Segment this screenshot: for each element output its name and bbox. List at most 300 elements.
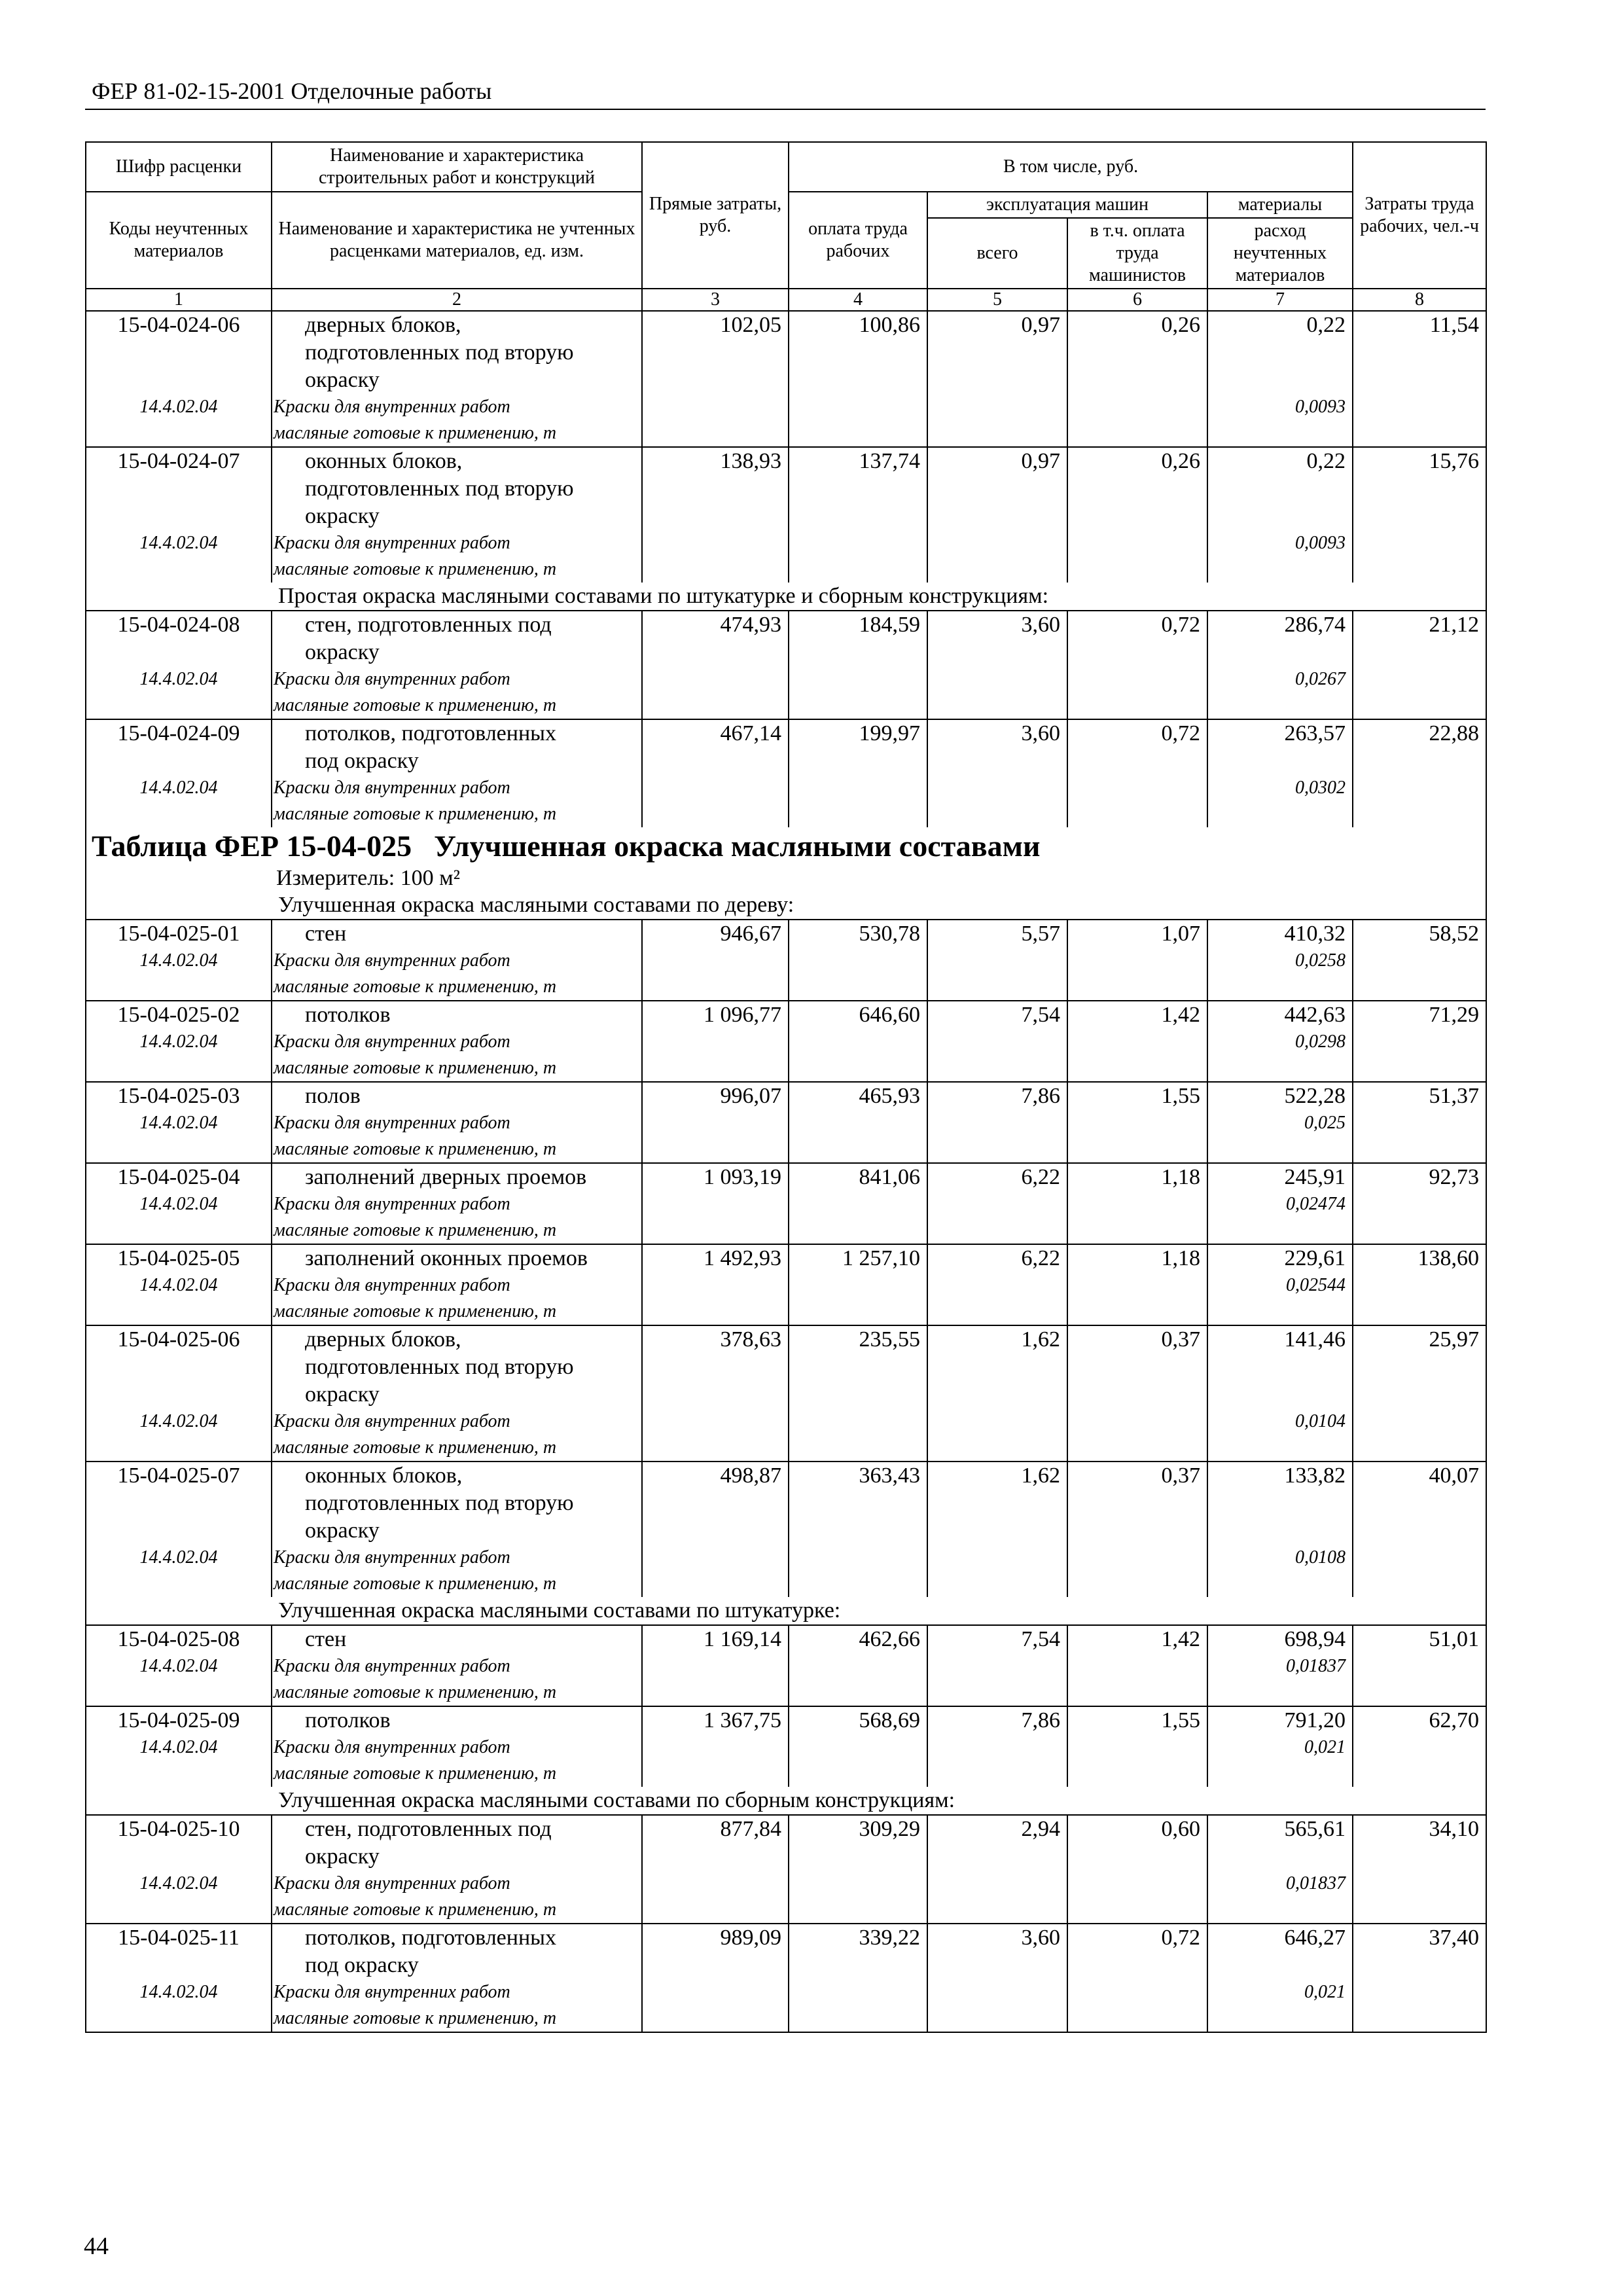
machine-cost-cell bbox=[927, 1001, 1067, 1082]
work-name-cell bbox=[272, 611, 642, 719]
labor-hours-cell bbox=[1353, 1625, 1486, 1706]
machine-cost-cell bbox=[927, 1815, 1067, 1924]
material-consumption: 0,0093 bbox=[1295, 397, 1346, 417]
labor-cost-cell bbox=[789, 1082, 927, 1163]
direct-cost: 474,93 bbox=[720, 613, 781, 637]
work-name-line: стен bbox=[305, 922, 347, 946]
materials-cost: 410,32 bbox=[1284, 922, 1346, 946]
column-number: 3 bbox=[642, 289, 789, 311]
head-name: Наименование и характеристика строительных работ и конструкций bbox=[272, 142, 642, 192]
direct-cost-cell bbox=[642, 1924, 789, 2032]
labor-hours-cell bbox=[1353, 719, 1486, 827]
machinist-labor-cell bbox=[1067, 1001, 1207, 1082]
labor-hours-cell bbox=[1353, 611, 1486, 719]
labor-hours-cell bbox=[1353, 920, 1486, 1001]
work-name-cell bbox=[272, 1001, 642, 1082]
table-row bbox=[86, 611, 1486, 719]
material-unit: масляные готовые к применению, т bbox=[274, 559, 557, 579]
machinist-labor-cell bbox=[1067, 719, 1207, 827]
material-consumption: 0,0267 bbox=[1295, 669, 1346, 689]
labor-cost-cell bbox=[789, 1001, 927, 1082]
labor-cost-cell bbox=[789, 920, 927, 1001]
material-unit: масляные готовые к применению, т bbox=[274, 2008, 557, 2028]
rate-code-cell bbox=[86, 1815, 272, 1924]
work-name-cell bbox=[272, 1815, 642, 1924]
labor-cost: 309,29 bbox=[859, 1817, 920, 1841]
direct-cost: 498,87 bbox=[720, 1463, 781, 1488]
direct-cost: 1 169,14 bbox=[704, 1627, 781, 1651]
labor-hours-cell bbox=[1353, 447, 1486, 583]
table-row bbox=[86, 1706, 1486, 1787]
rate-code-cell bbox=[86, 719, 272, 827]
work-name-cell bbox=[272, 1244, 642, 1325]
work-name-line: потолков, подготовленных bbox=[305, 1926, 556, 1950]
labor-cost: 235,55 bbox=[859, 1327, 920, 1352]
machine-cost: 0,97 bbox=[1021, 313, 1060, 337]
work-name-line: полов bbox=[305, 1084, 361, 1108]
direct-cost-cell bbox=[642, 311, 789, 447]
rate-code: 15-04-025-07 bbox=[117, 1463, 240, 1488]
materials-cost-cell bbox=[1207, 920, 1353, 1001]
meter-line bbox=[92, 865, 1479, 891]
table-row bbox=[86, 920, 1486, 1001]
material-name: Краски для внутренних работ bbox=[274, 950, 510, 971]
machinist-labor-cell bbox=[1067, 1163, 1207, 1244]
material-consumption: 0,01837 bbox=[1286, 1656, 1346, 1676]
rate-code: 15-04-025-03 bbox=[117, 1084, 240, 1108]
material-consumption: 0,021 bbox=[1304, 1737, 1346, 1757]
head-code: Шифр расценки bbox=[86, 142, 272, 192]
materials-cost: 133,82 bbox=[1284, 1463, 1346, 1488]
material-consumption: 0,025 bbox=[1304, 1113, 1346, 1133]
work-name-line: потолков bbox=[305, 1003, 391, 1027]
labor-cost: 530,78 bbox=[859, 922, 920, 946]
machine-cost-cell bbox=[927, 1625, 1067, 1706]
material-consumption: 0,0093 bbox=[1295, 533, 1346, 553]
labor-hours-cell bbox=[1353, 1462, 1486, 1597]
direct-cost-cell bbox=[642, 1244, 789, 1325]
materials-cost: 229,61 bbox=[1284, 1246, 1346, 1270]
material-unit: масляные готовые к применению, т bbox=[274, 1058, 557, 1078]
material-name: Краски для внутренних работ bbox=[274, 533, 510, 553]
direct-cost-cell bbox=[642, 1082, 789, 1163]
rate-code-cell bbox=[86, 1163, 272, 1244]
labor-hours: 62,70 bbox=[1429, 1708, 1480, 1732]
materials-cost: 286,74 bbox=[1284, 613, 1346, 637]
table-body bbox=[86, 311, 1486, 2032]
machine-cost-cell bbox=[927, 1924, 1067, 2032]
labor-cost: 465,93 bbox=[859, 1084, 920, 1108]
material-consumption: 0,0104 bbox=[1295, 1411, 1346, 1431]
direct-cost-cell bbox=[642, 920, 789, 1001]
labor-hours: 92,73 bbox=[1429, 1165, 1480, 1189]
material-unit: масляные готовые к применению, т bbox=[274, 1220, 557, 1240]
table-number: Таблица ФЕР 15-04-025 bbox=[92, 829, 412, 863]
machinist-labor-cell bbox=[1067, 1462, 1207, 1597]
work-name-line: стен, подготовленных под bbox=[305, 1817, 552, 1841]
machine-cost-cell bbox=[927, 1706, 1067, 1787]
labor-cost: 1 257,10 bbox=[842, 1246, 920, 1270]
materials-cost-cell bbox=[1207, 1082, 1353, 1163]
material-unit: масляные готовые к применению, т bbox=[274, 423, 557, 443]
machine-cost: 5,57 bbox=[1021, 922, 1060, 946]
column-numbers bbox=[86, 289, 1486, 311]
machinist-labor-cell bbox=[1067, 311, 1207, 447]
material-code: 14.4.02.04 bbox=[139, 778, 218, 798]
machinist-labor: 1,18 bbox=[1161, 1246, 1200, 1270]
materials-cost-cell bbox=[1207, 1625, 1353, 1706]
rate-code: 15-04-025-11 bbox=[118, 1926, 240, 1950]
work-name-line: под окраску bbox=[305, 1953, 419, 1977]
work-name-cell bbox=[272, 1082, 642, 1163]
work-name-line: оконных блоков, bbox=[305, 449, 463, 473]
direct-cost: 1 096,77 bbox=[704, 1003, 781, 1027]
rate-code-cell bbox=[86, 311, 272, 447]
material-consumption: 0,01837 bbox=[1286, 1873, 1346, 1893]
direct-cost-cell bbox=[642, 1163, 789, 1244]
work-name-line: подготовленных под вторую bbox=[305, 476, 574, 501]
machine-cost: 7,86 bbox=[1021, 1084, 1060, 1108]
material-unit: масляные готовые к применению, т bbox=[274, 695, 557, 715]
machinist-labor-cell bbox=[1067, 1625, 1207, 1706]
material-name: Краски для внутренних работ bbox=[274, 669, 510, 689]
labor-hours: 21,12 bbox=[1429, 613, 1480, 637]
materials-cost-cell bbox=[1207, 447, 1353, 583]
labor-hours: 51,01 bbox=[1429, 1627, 1480, 1651]
table-row bbox=[86, 1163, 1486, 1244]
materials-cost: 442,63 bbox=[1284, 1003, 1346, 1027]
direct-cost-cell bbox=[642, 1815, 789, 1924]
direct-cost: 1 367,75 bbox=[704, 1708, 781, 1732]
machinist-labor: 1,42 bbox=[1161, 1003, 1200, 1027]
materials-cost-cell bbox=[1207, 719, 1353, 827]
machine-cost: 3,60 bbox=[1021, 1926, 1060, 1950]
labor-cost-cell bbox=[789, 1325, 927, 1462]
table-row bbox=[86, 1462, 1486, 1597]
material-consumption: 0,0302 bbox=[1295, 778, 1346, 798]
machinist-labor-cell bbox=[1067, 920, 1207, 1001]
labor-hours: 34,10 bbox=[1429, 1817, 1480, 1841]
machinist-labor: 0,37 bbox=[1161, 1463, 1200, 1488]
work-name-cell bbox=[272, 920, 642, 1001]
direct-cost-cell bbox=[642, 1706, 789, 1787]
rate-code: 15-04-024-06 bbox=[117, 313, 240, 337]
materials-cost: 646,27 bbox=[1284, 1926, 1346, 1950]
labor-hours: 138,60 bbox=[1418, 1246, 1480, 1270]
work-name-line: потолков, подготовленных bbox=[305, 721, 556, 745]
labor-hours: 37,40 bbox=[1429, 1926, 1480, 1950]
machinist-labor: 0,26 bbox=[1161, 313, 1200, 337]
material-name: Краски для внутренних работ bbox=[274, 1031, 510, 1052]
machinist-labor: 1,55 bbox=[1161, 1708, 1200, 1732]
rate-code-cell bbox=[86, 1924, 272, 2032]
table-row bbox=[86, 1924, 1486, 2032]
work-name-line: окраску bbox=[305, 1518, 380, 1543]
table-row bbox=[86, 311, 1486, 447]
section-row bbox=[86, 891, 1486, 920]
machine-cost-cell bbox=[927, 719, 1067, 827]
work-name-line: дверных блоков, bbox=[305, 1327, 461, 1352]
labor-hours-cell bbox=[1353, 311, 1486, 447]
material-unit: масляные готовые к применению, т bbox=[274, 1763, 557, 1784]
materials-cost: 263,57 bbox=[1284, 721, 1346, 745]
direct-cost: 1 093,19 bbox=[704, 1165, 781, 1189]
rate-code: 15-04-025-10 bbox=[117, 1817, 240, 1841]
rate-code-cell bbox=[86, 1244, 272, 1325]
machine-cost-cell bbox=[927, 920, 1067, 1001]
direct-cost: 996,07 bbox=[720, 1084, 781, 1108]
machinist-labor-cell bbox=[1067, 1924, 1207, 2032]
material-code: 14.4.02.04 bbox=[139, 1656, 218, 1676]
labor-hours-cell bbox=[1353, 1924, 1486, 2032]
material-name: Краски для внутренних работ bbox=[274, 1982, 510, 2002]
column-number: 7 bbox=[1207, 289, 1353, 311]
head-incl: В том числе, руб. bbox=[789, 142, 1353, 192]
section-spacer bbox=[86, 891, 272, 920]
materials-cost-cell bbox=[1207, 1706, 1353, 1787]
machinist-labor: 0,72 bbox=[1161, 613, 1200, 637]
material-consumption: 0,0258 bbox=[1295, 950, 1346, 971]
material-code: 14.4.02.04 bbox=[139, 533, 218, 553]
work-name-line: подготовленных под вторую bbox=[305, 1355, 574, 1379]
head-labor: оплата труда рабочих bbox=[789, 192, 927, 289]
rate-code-cell bbox=[86, 1325, 272, 1462]
rate-code-cell bbox=[86, 1082, 272, 1163]
labor-hours-cell bbox=[1353, 1244, 1486, 1325]
labor-cost: 841,06 bbox=[859, 1165, 920, 1189]
material-consumption: 0,02474 bbox=[1286, 1194, 1346, 1214]
work-name-line: оконных блоков, bbox=[305, 1463, 463, 1488]
direct-cost: 1 492,93 bbox=[704, 1246, 781, 1270]
work-name-cell bbox=[272, 719, 642, 827]
rate-code: 15-04-025-08 bbox=[117, 1627, 240, 1651]
machinist-labor-cell bbox=[1067, 447, 1207, 583]
section-title: Улучшенная окраска масляными составами по сборным конструкциям: bbox=[272, 1787, 1486, 1815]
material-unit: масляные готовые к применению, т bbox=[274, 1139, 557, 1159]
labor-cost-cell bbox=[789, 1163, 927, 1244]
material-name: Краски для внутренних работ bbox=[274, 1547, 510, 1568]
head-materials: материалы bbox=[1207, 192, 1353, 218]
material-code: 14.4.02.04 bbox=[139, 1275, 218, 1295]
machinist-labor: 0,72 bbox=[1161, 721, 1200, 745]
work-name-line: окраску bbox=[305, 368, 380, 392]
labor-cost: 199,97 bbox=[859, 721, 920, 745]
work-name-line: окраску bbox=[305, 1382, 380, 1407]
work-name-cell bbox=[272, 1706, 642, 1787]
machinist-labor: 0,60 bbox=[1161, 1817, 1200, 1841]
machinist-labor: 0,72 bbox=[1161, 1926, 1200, 1950]
material-name: Краски для внутренних работ bbox=[274, 1411, 510, 1431]
rate-code: 15-04-025-02 bbox=[117, 1003, 240, 1027]
labor-hours: 11,54 bbox=[1429, 313, 1480, 337]
material-consumption: 0,0108 bbox=[1295, 1547, 1346, 1568]
section-title: Улучшенная окраска масляными составами по дереву: bbox=[272, 891, 1486, 920]
labor-cost-cell bbox=[789, 719, 927, 827]
materials-cost: 245,91 bbox=[1284, 1165, 1346, 1189]
rate-code: 15-04-024-08 bbox=[117, 613, 240, 637]
page-number: 44 bbox=[84, 2233, 109, 2260]
machinist-labor-cell bbox=[1067, 1325, 1207, 1462]
work-name-line: дверных блоков, bbox=[305, 313, 461, 337]
machinist-labor: 1,18 bbox=[1161, 1165, 1200, 1189]
material-name: Краски для внутренних работ bbox=[274, 1737, 510, 1757]
machine-cost-cell bbox=[927, 311, 1067, 447]
section-title: Улучшенная окраска масляными составами по штукатурке: bbox=[272, 1597, 1486, 1625]
material-code: 14.4.02.04 bbox=[139, 1113, 218, 1133]
column-number: 2 bbox=[272, 289, 642, 311]
machine-cost-cell bbox=[927, 1325, 1067, 1462]
material-unit: масляные готовые к применению, т bbox=[274, 1573, 557, 1594]
work-name-line: потолков bbox=[305, 1708, 391, 1732]
section-spacer bbox=[86, 1597, 272, 1625]
rate-code-cell bbox=[86, 920, 272, 1001]
machinist-labor-cell bbox=[1067, 1706, 1207, 1787]
materials-cost: 522,28 bbox=[1284, 1084, 1346, 1108]
labor-cost-cell bbox=[789, 1462, 927, 1597]
machine-cost: 6,22 bbox=[1021, 1165, 1060, 1189]
machine-cost: 1,62 bbox=[1021, 1463, 1060, 1488]
machine-cost-cell bbox=[927, 1082, 1067, 1163]
direct-cost-cell bbox=[642, 447, 789, 583]
material-unit: масляные готовые к применению, т bbox=[274, 1301, 557, 1321]
rate-code-cell bbox=[86, 611, 272, 719]
machine-cost-cell bbox=[927, 1462, 1067, 1597]
head-hours: Затраты труда рабочих, чел.-ч bbox=[1353, 142, 1486, 289]
table-row bbox=[86, 1001, 1486, 1082]
labor-cost: 363,43 bbox=[859, 1463, 920, 1488]
machine-cost: 0,97 bbox=[1021, 449, 1060, 473]
labor-cost-cell bbox=[789, 1924, 927, 2032]
rate-code-cell bbox=[86, 1462, 272, 1597]
column-number: 5 bbox=[927, 289, 1067, 311]
head-mach-total: всего bbox=[927, 218, 1067, 289]
section-spacer bbox=[86, 1787, 272, 1815]
material-name: Краски для внутренних работ bbox=[274, 1113, 510, 1133]
materials-cost-cell bbox=[1207, 311, 1353, 447]
material-consumption: 0,0298 bbox=[1295, 1031, 1346, 1052]
materials-cost-cell bbox=[1207, 1462, 1353, 1597]
work-name-cell bbox=[272, 447, 642, 583]
rate-code: 15-04-024-07 bbox=[117, 449, 240, 473]
materials-cost: 791,20 bbox=[1284, 1708, 1346, 1732]
material-code: 14.4.02.04 bbox=[139, 950, 218, 971]
material-code: 14.4.02.04 bbox=[139, 1194, 218, 1214]
labor-cost-cell bbox=[789, 311, 927, 447]
material-unit: масляные готовые к применению, т bbox=[274, 1899, 557, 1920]
labor-cost-cell bbox=[789, 1244, 927, 1325]
direct-cost: 378,63 bbox=[720, 1327, 781, 1352]
direct-cost-cell bbox=[642, 1625, 789, 1706]
material-consumption: 0,02544 bbox=[1286, 1275, 1346, 1295]
work-name-cell bbox=[272, 1625, 642, 1706]
title-gap bbox=[412, 837, 434, 861]
rate-code-cell bbox=[86, 1001, 272, 1082]
machine-cost: 7,54 bbox=[1021, 1627, 1060, 1651]
head-mat-cons: расход неучтенных материалов bbox=[1207, 218, 1353, 289]
material-code: 14.4.02.04 bbox=[139, 669, 218, 689]
machinist-labor: 1,42 bbox=[1161, 1627, 1200, 1651]
table-header bbox=[86, 142, 1486, 311]
head-mach-labor: в т.ч. оплата труда машинистов bbox=[1067, 218, 1207, 289]
labor-hours-cell bbox=[1353, 1815, 1486, 1924]
table-name: Улучшенная окраска масляными составами bbox=[434, 829, 1041, 863]
machinist-labor: 0,37 bbox=[1161, 1327, 1200, 1352]
rate-code: 15-04-025-05 bbox=[117, 1246, 240, 1270]
table-row bbox=[86, 719, 1486, 827]
section-title: Простая окраска масляными составами по штукатурке и сборным конструкциям: bbox=[272, 583, 1486, 611]
labor-hours: 25,97 bbox=[1429, 1327, 1480, 1352]
machinist-labor-cell bbox=[1067, 611, 1207, 719]
machine-cost-cell bbox=[927, 447, 1067, 583]
direct-cost: 467,14 bbox=[720, 721, 781, 745]
rate-code-cell bbox=[86, 447, 272, 583]
head-matnames: Наименование и характеристика не учтенных расценками материалов, ед. изм. bbox=[272, 192, 642, 289]
direct-cost: 102,05 bbox=[720, 313, 781, 337]
column-number: 4 bbox=[789, 289, 927, 311]
material-code: 14.4.02.04 bbox=[139, 1873, 218, 1893]
table-title-row bbox=[86, 827, 1486, 891]
rate-code-cell bbox=[86, 1625, 272, 1706]
machinist-labor-cell bbox=[1067, 1244, 1207, 1325]
materials-cost-cell bbox=[1207, 1325, 1353, 1462]
material-name: Краски для внутренних работ bbox=[274, 397, 510, 417]
table-title-cell bbox=[86, 827, 1486, 891]
rate-code: 15-04-025-04 bbox=[117, 1165, 240, 1189]
head-matcodes: Коды неучтенных материалов bbox=[86, 192, 272, 289]
machine-cost-cell bbox=[927, 1163, 1067, 1244]
meter-text: Измеритель: 100 м² bbox=[276, 866, 460, 890]
section-row bbox=[86, 1597, 1486, 1625]
section-row bbox=[86, 583, 1486, 611]
material-name: Краски для внутренних работ bbox=[274, 1656, 510, 1676]
materials-cost: 0,22 bbox=[1306, 313, 1346, 337]
labor-cost-cell bbox=[789, 447, 927, 583]
direct-cost-cell bbox=[642, 1001, 789, 1082]
labor-hours: 58,52 bbox=[1429, 922, 1480, 946]
material-code: 14.4.02.04 bbox=[139, 1982, 218, 2002]
labor-cost-cell bbox=[789, 1815, 927, 1924]
labor-hours-cell bbox=[1353, 1325, 1486, 1462]
work-name-cell bbox=[272, 1924, 642, 2032]
material-code: 14.4.02.04 bbox=[139, 1411, 218, 1431]
machine-cost: 6,22 bbox=[1021, 1246, 1060, 1270]
materials-cost-cell bbox=[1207, 1244, 1353, 1325]
labor-hours: 71,29 bbox=[1429, 1003, 1480, 1027]
work-name-line: окраску bbox=[305, 640, 380, 664]
labor-cost: 568,69 bbox=[859, 1708, 920, 1732]
rate-code-cell bbox=[86, 1706, 272, 1787]
machine-cost: 3,60 bbox=[1021, 613, 1060, 637]
rate-code: 15-04-025-01 bbox=[117, 922, 240, 946]
machine-cost-cell bbox=[927, 611, 1067, 719]
machinist-labor: 1,55 bbox=[1161, 1084, 1200, 1108]
table-row bbox=[86, 1082, 1486, 1163]
work-name-line: стен bbox=[305, 1627, 347, 1651]
machine-cost: 7,54 bbox=[1021, 1003, 1060, 1027]
material-code: 14.4.02.04 bbox=[139, 1547, 218, 1568]
machinist-labor: 0,26 bbox=[1161, 449, 1200, 473]
materials-cost-cell bbox=[1207, 1815, 1353, 1924]
work-name-cell bbox=[272, 311, 642, 447]
labor-cost: 462,66 bbox=[859, 1627, 920, 1651]
direct-cost: 989,09 bbox=[720, 1926, 781, 1950]
labor-cost: 184,59 bbox=[859, 613, 920, 637]
labor-hours: 15,76 bbox=[1429, 449, 1480, 473]
labor-cost-cell bbox=[789, 1706, 927, 1787]
direct-cost-cell bbox=[642, 611, 789, 719]
labor-hours: 40,07 bbox=[1429, 1463, 1480, 1488]
machinist-labor: 1,07 bbox=[1161, 922, 1200, 946]
